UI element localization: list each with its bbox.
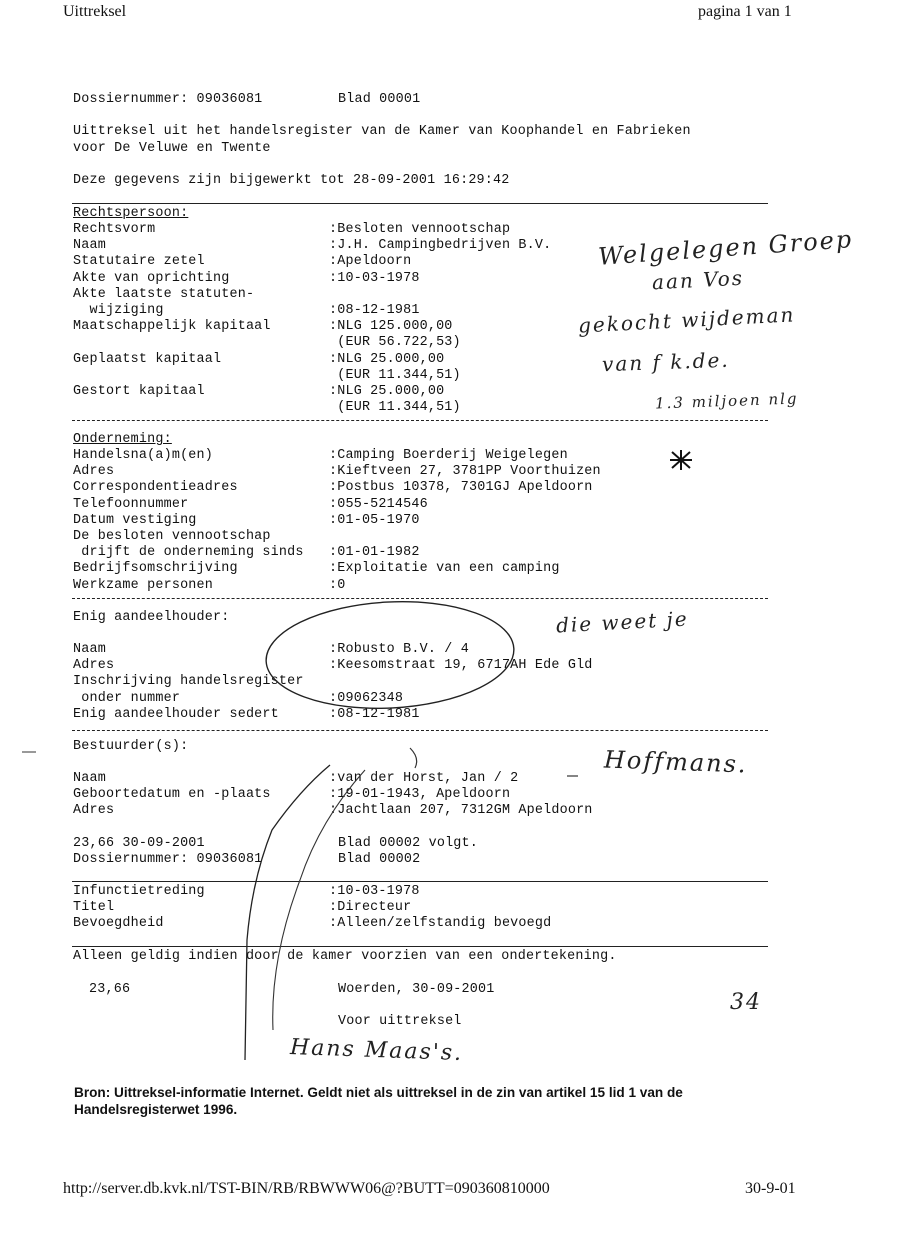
- handwritten-note-miljoen: 1.3 miljoen nlg: [654, 389, 799, 413]
- field-label: onder nummer: [73, 690, 181, 706]
- field-value: (EUR 11.344,51): [329, 367, 461, 383]
- field-value: :NLG 125.000,00: [329, 319, 453, 335]
- field-value: :NLG 25.000,00: [329, 384, 445, 399]
- field-value: :Jachtlaan 207, 7312GM Apeldoorn: [329, 803, 593, 819]
- fee-amount: 23,66: [89, 982, 131, 997]
- field-label: Infunctietreding: [73, 884, 205, 899]
- field-label: Handelsna(a)m(en): [73, 448, 214, 463]
- field-value: :Besloten vennootschap: [329, 222, 511, 237]
- place-date: Woerden, 30-09-2001: [338, 982, 495, 997]
- section-heading-rechtspersoon: Rechtspersoon:: [73, 206, 189, 221]
- field-label: drijft de onderneming sinds: [73, 545, 304, 561]
- field-label: Rechtsvorm: [73, 222, 156, 237]
- tick-mark: [410, 748, 417, 768]
- field-label: Titel: [73, 900, 115, 916]
- field-value: (EUR 56.722,53): [329, 335, 461, 351]
- field-value: :Robusto B.V. / 4: [329, 642, 470, 657]
- handwritten-note-hans: Hans Maas's.: [289, 1034, 464, 1067]
- field-value: :Alleen/zelfstandig bevoegd: [329, 916, 552, 932]
- handwritten-note-van: van f k.de.: [601, 347, 731, 377]
- field-value: :08-12-1981: [329, 303, 420, 318]
- field-label: Adres: [73, 464, 115, 480]
- purpose: Voor uittreksel: [338, 1014, 462, 1029]
- field-value: :10-03-1978: [329, 270, 420, 286]
- page-break-right-1: Blad 00002 volgt.: [338, 836, 479, 851]
- handwritten-note-welgelegen: Welgelegen Groep: [597, 225, 855, 271]
- validity-note: Alleen geldig indien door de kamer voorzien van een ondertekening.: [73, 949, 617, 964]
- handwritten-note-vos: aan Vos: [651, 265, 745, 295]
- field-value: :055-5214546: [329, 496, 428, 512]
- footer-url: http://server.db.kvk.nl/TST-BIN/RB/RBWWW06@?BUTT=090360810000: [63, 1180, 550, 1197]
- margin-line: [273, 770, 365, 1030]
- field-label: Statutaire zetel: [73, 254, 205, 270]
- page-indicator: pagina 1 van 1: [698, 3, 792, 20]
- field-label: Bedrijfsomschrijving: [73, 561, 238, 577]
- field-value: :01-01-1982: [329, 545, 420, 561]
- field-value: :01-05-1970: [329, 512, 420, 528]
- updated-line: Deze gegevens zijn bijgewerkt tot 28-09-2001 16:29:42: [73, 173, 510, 188]
- field-value: :Keesomstraat 19, 6717AH Ede Gld: [329, 658, 593, 674]
- field-value: :10-03-1978: [329, 884, 420, 899]
- field-label: Enig aandeelhouder sedert: [73, 706, 279, 722]
- handwritten-note-gekocht: gekocht wijdeman: [577, 302, 796, 338]
- margin-line: [245, 765, 330, 1060]
- field-value: :08-12-1981: [329, 706, 420, 722]
- circle-mark: [263, 596, 516, 715]
- dossier-number: Dossiernummer: 09036081: [73, 92, 263, 107]
- section-heading-aandeelhouder: Enig aandeelhouder:: [73, 610, 230, 625]
- field-label: Geboortedatum en -plaats: [73, 787, 271, 803]
- field-label: Adres: [73, 803, 115, 819]
- page-break-left-2: Dossiernummer: 09036081: [73, 852, 263, 867]
- field-label: Maatschappelijk kapitaal: [73, 319, 271, 335]
- field-value: :NLG 25.000,00: [329, 351, 445, 367]
- page-break-right-2: Blad 00002: [338, 852, 421, 867]
- blad-number: Blad 00001: [338, 92, 421, 107]
- footer-date: 30-9-01: [745, 1180, 796, 1197]
- field-value: :Camping Boerderij Weigelegen: [329, 448, 568, 463]
- field-label: Telefoonnummer: [73, 496, 189, 512]
- field-value: :19-01-1943, Apeldoorn: [329, 787, 511, 803]
- field-value: :J.H. Campingbedrijven B.V.: [329, 238, 552, 254]
- field-value: :Kieftveen 27, 3781PP Voorthuizen: [329, 464, 601, 480]
- field-label: Adres: [73, 658, 115, 674]
- intro-line-2: voor De Veluwe en Twente: [73, 141, 271, 156]
- field-label: Correspondentieadres: [73, 480, 238, 496]
- handwritten-note-weet: die weet je: [555, 606, 690, 638]
- field-value: :van der Horst, Jan / 2: [329, 771, 519, 786]
- field-label: De besloten vennootschap: [73, 529, 271, 544]
- field-value: :0: [329, 577, 346, 593]
- field-label: Naam: [73, 642, 106, 657]
- section-heading-bestuurder: Bestuurder(s):: [73, 739, 189, 754]
- field-label: Datum vestiging: [73, 512, 197, 528]
- field-label: Werkzame personen: [73, 577, 214, 593]
- star-icon: [670, 450, 692, 470]
- document-title: Uittreksel: [63, 3, 127, 20]
- field-label: Akte van oprichting: [73, 270, 230, 286]
- field-value: :Apeldoorn: [329, 254, 412, 270]
- field-value: (EUR 11.344,51): [329, 400, 461, 416]
- field-label: Naam: [73, 238, 106, 254]
- field-label: Inschrijving handelsregister: [73, 674, 304, 690]
- source-disclaimer: Bron: Uittreksel-informatie Internet. Geldt niet als uittreksel in de zin van artikel 15 lid 1 van de Handelsregisterwet 1996.: [74, 1085, 683, 1117]
- field-label: Geplaatst kapitaal: [73, 351, 222, 367]
- field-label: Bevoegdheid: [73, 916, 164, 932]
- field-value: :Postbus 10378, 7301GJ Apeldoorn: [329, 480, 593, 496]
- field-value: :Directeur: [329, 900, 412, 916]
- field-value: :09062348: [329, 690, 404, 706]
- intro-line-1: Uittreksel uit het handelsregister van de Kamer van Koophandel en Fabrieken: [73, 124, 691, 139]
- field-value: :Exploitatie van een camping: [329, 561, 560, 577]
- field-label: Naam: [73, 771, 106, 786]
- page-break-left-1: 23,66 30-09-2001: [73, 836, 205, 851]
- field-label: wijziging: [73, 303, 164, 318]
- field-label: Gestort kapitaal: [73, 384, 205, 399]
- handwritten-note-hoffmans: Hoffmans.: [603, 745, 749, 779]
- section-heading-onderneming: Onderneming:: [73, 432, 172, 447]
- field-label: Akte laatste statuten-: [73, 286, 255, 302]
- handwritten-page-count: 34: [730, 990, 762, 1015]
